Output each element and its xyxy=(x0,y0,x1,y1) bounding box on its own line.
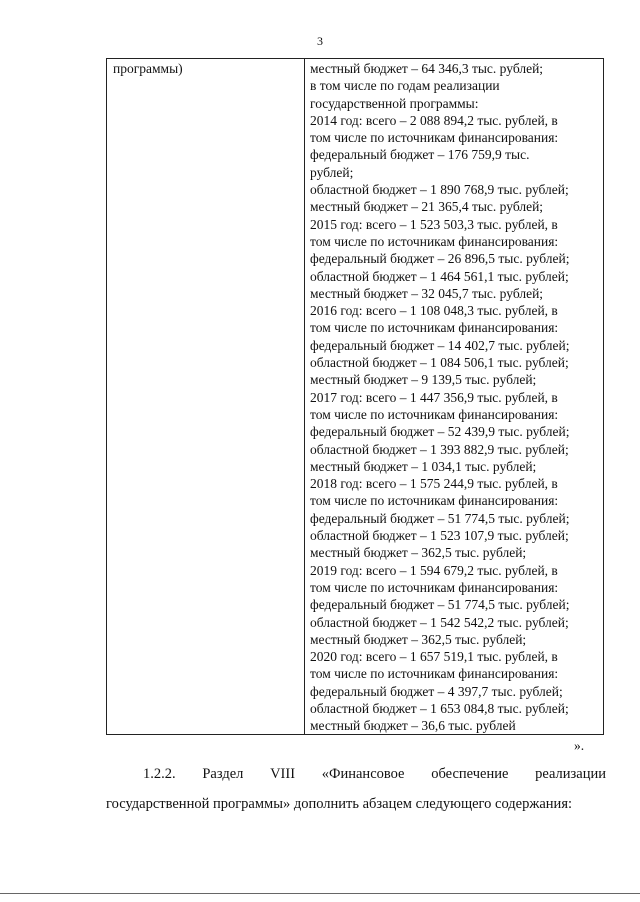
closing-quote: ». xyxy=(574,738,585,753)
funding-line: местный бюджет – 362,5 тыс. рублей; xyxy=(310,545,527,561)
funding-line: том числе по источникам финансирования: xyxy=(310,579,559,595)
funding-line: федеральный бюджет – 51 774,5 тыс. рублей; xyxy=(310,510,570,526)
funding-line: 2014 год: всего – 2 088 894,2 тыс. рублей, в xyxy=(310,112,558,128)
funding-line: том числе по источникам финансирования: xyxy=(310,233,559,249)
funding-line: областной бюджет – 1 653 084,8 тыс. рублей; xyxy=(310,700,569,716)
funding-line: федеральный бюджет – 52 439,9 тыс. рублей; xyxy=(310,424,570,440)
funding-line: местный бюджет – 1 034,1 тыс. рублей; xyxy=(310,458,537,474)
funding-line: областной бюджет – 1 464 561,1 тыс. рублей; xyxy=(310,268,569,284)
funding-line: федеральный бюджет – 4 397,7 тыс. рублей; xyxy=(310,683,563,699)
funding-line: том числе по источникам финансирования: xyxy=(310,406,559,422)
funding-line: федеральный бюджет – 51 774,5 тыс. рублей; xyxy=(310,597,570,613)
page-number: 3 xyxy=(317,34,323,48)
funding-line: федеральный бюджет – 26 896,5 тыс. рублей; xyxy=(310,251,570,267)
funding-line: 2016 год: всего – 1 108 048,3 тыс. рублей, в xyxy=(310,303,558,319)
funding-line: государственной программы: xyxy=(310,95,479,111)
funding-line: в том числе по годам реализации xyxy=(310,78,500,94)
funding-line: том числе по источникам финансирования: xyxy=(310,666,559,682)
funding-line: областной бюджет – 1 393 882,9 тыс. рублей; xyxy=(310,441,569,457)
funding-line: местный бюджет – 36,6 тыс. рублей xyxy=(310,718,516,734)
funding-line: рублей; xyxy=(310,164,354,180)
funding-line: местный бюджет – 9 139,5 тыс. рублей; xyxy=(310,372,537,388)
funding-line: областной бюджет – 1 084 506,1 тыс. рублей; xyxy=(310,355,569,371)
funding-line: том числе по источникам финансирования: xyxy=(310,320,559,336)
bottom-rule xyxy=(0,893,640,894)
funding-line: 2018 год: всего – 1 575 244,9 тыс. рублей, в xyxy=(310,476,558,492)
funding-line: местный бюджет – 362,5 тыс. рублей; xyxy=(310,631,527,647)
funding-line: местный бюджет – 64 346,3 тыс. рублей; xyxy=(310,61,544,76)
table-left-cell: программы) xyxy=(113,61,183,76)
funding-line: 2020 год: всего – 1 657 519,1 тыс. рублей, в xyxy=(310,649,558,665)
funding-line: федеральный бюджет – 176 759,9 тыс. xyxy=(310,147,530,163)
funding-line: областной бюджет – 1 523 107,9 тыс. рублей; xyxy=(310,528,569,544)
column-divider xyxy=(304,59,305,734)
table-right-cell xyxy=(310,60,604,735)
funding-line: местный бюджет – 32 045,7 тыс. рублей; xyxy=(310,285,544,301)
funding-line: областной бюджет – 1 890 768,9 тыс. рублей; xyxy=(310,182,569,198)
funding-table xyxy=(106,58,604,735)
funding-line: областной бюджет – 1 542 542,2 тыс. рублей; xyxy=(310,614,569,630)
funding-line: местный бюджет – 21 365,4 тыс. рублей; xyxy=(310,199,544,215)
funding-line: том числе по источникам финансирования: xyxy=(310,493,559,509)
funding-line: федеральный бюджет – 14 402,7 тыс. рублей; xyxy=(310,337,570,353)
paragraph-line-1: 1.2.2. Раздел VIII «Финансовое обеспечение реализации xyxy=(143,766,606,782)
paragraph-line-2: государственной программы» дополнить абзацем следующего содержания: xyxy=(106,796,573,812)
funding-line: 2017 год: всего – 1 447 356,9 тыс. рублей, в xyxy=(310,389,558,405)
funding-line: 2015 год: всего – 1 523 503,3 тыс. рублей, в xyxy=(310,216,558,232)
funding-line: 2019 год: всего – 1 594 679,2 тыс. рублей, в xyxy=(310,562,558,578)
funding-line: том числе по источникам финансирования: xyxy=(310,130,559,146)
